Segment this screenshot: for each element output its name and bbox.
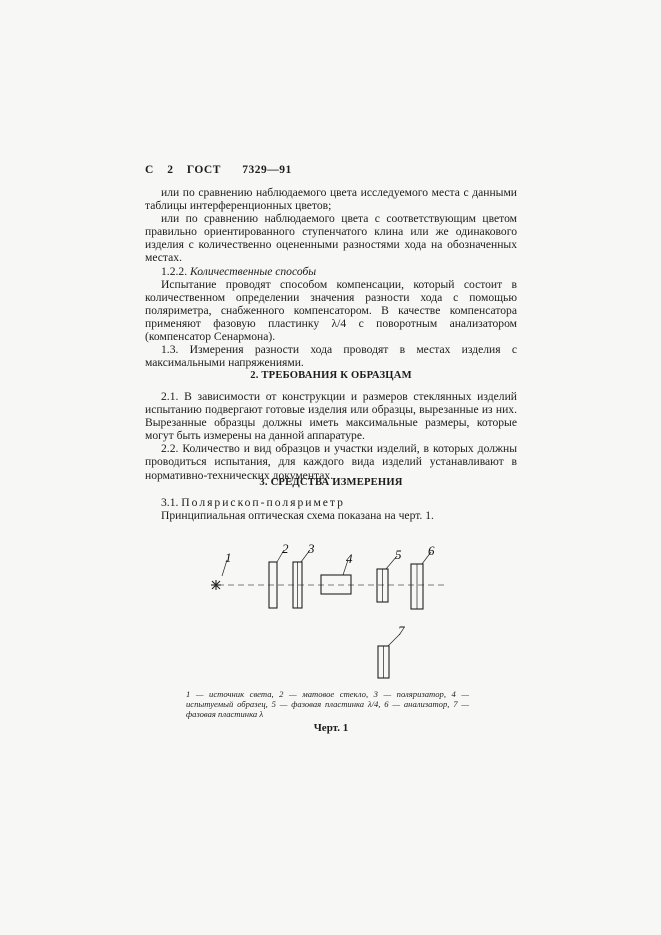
figure-legend: 1 — источник света, 2 — матовое стекло, 3 — поляризатор, 4 — испытуемый образец, 5 — фазовая пластинка λ/4, 6 — анализатор, 7 — фазовая пластинка λ bbox=[186, 689, 469, 719]
paragraph-2-2: 2.2. Количество и вид образцов и участки изделий, в которых должны проводиться испытания, для каждого вида изделий устанавливают в нормативно-технических документах. bbox=[145, 442, 517, 482]
subsection-title: Количественные способы bbox=[190, 264, 317, 278]
label-3: 3 bbox=[308, 541, 315, 556]
header-standard-code: 7329—91 bbox=[242, 164, 292, 176]
paragraph-scheme-ref: Принципиальная оптическая схема показана на черт. 1. bbox=[161, 509, 434, 523]
body-text-block bbox=[145, 186, 517, 369]
section-3-heading: 3. СРЕДСТВА ИЗМЕРЕНИЯ bbox=[259, 477, 403, 488]
paragraph-compensation-method: Испытание проводят способом компенсации, который состоит в количественном определении значения разности хода с помощью поляриметра, снабженного компенсатором. В качестве компенсатора применяют фазовую пластинку λ/4 с поворотным анализатором (компенсатор Сенармона). bbox=[145, 277, 517, 344]
paragraph-comparison-table: или по сравнению наблюдаемого цвета исследуемого места с данными таблицы интерференционных цветов; bbox=[145, 186, 517, 213]
section-3-text bbox=[145, 496, 517, 522]
test-sample bbox=[321, 575, 351, 594]
section-2-heading: 2. ТРЕБОВАНИЯ К ОБРАЗЦАМ bbox=[250, 370, 412, 381]
label-1: 1 bbox=[225, 550, 232, 565]
subsection-number: 1.2.2. bbox=[161, 264, 188, 278]
header-page-number: 2 bbox=[167, 164, 174, 176]
subsection-title: Полярископ-поляриметр bbox=[181, 496, 345, 509]
label-4: 4 bbox=[346, 551, 353, 566]
page-header bbox=[145, 164, 302, 176]
subsection-number: 3.1. bbox=[161, 496, 179, 509]
subsection-3-1 bbox=[145, 496, 517, 509]
paragraph-comparison-wedge: или по сравнению наблюдаемого цвета с соответствующим цветом правильно ориентированного ступенчатого клина или же одинакового изделия с количественно оцененными разностями хода на обозначенных местах. bbox=[145, 212, 517, 265]
phase-plate-lambda bbox=[378, 646, 389, 678]
header-gost: ГОСТ bbox=[186, 164, 221, 176]
subsection-1-2-2 bbox=[145, 265, 517, 278]
figure-title: Черт. 1 bbox=[313, 722, 349, 734]
quarter-wave-plate bbox=[377, 569, 388, 602]
label-2: 2 bbox=[282, 541, 289, 556]
header-prefix: С bbox=[145, 164, 154, 176]
light-source-icon bbox=[211, 580, 221, 590]
label-5: 5 bbox=[395, 547, 402, 562]
figure-caption bbox=[186, 689, 469, 719]
section-2-text bbox=[145, 390, 517, 482]
paragraph-2-1: 2.1. В зависимости от конструкции и размеров стеклянных изделий испытанию подвергают готовые изделия или образцы, вырезанные из них. Вырезанные образцы должны иметь максимальные размеры, которые могут быть измерены на данной аппаратуре. bbox=[145, 390, 517, 443]
label-7: 7 bbox=[398, 623, 405, 638]
paragraph-1-3: 1.3. Измерения разности хода проводят в местах изделия с максимальными напряжениями. bbox=[145, 343, 517, 370]
optical-scheme-diagram bbox=[200, 538, 460, 688]
label-6: 6 bbox=[428, 543, 435, 558]
analyzer-plate bbox=[411, 564, 423, 609]
